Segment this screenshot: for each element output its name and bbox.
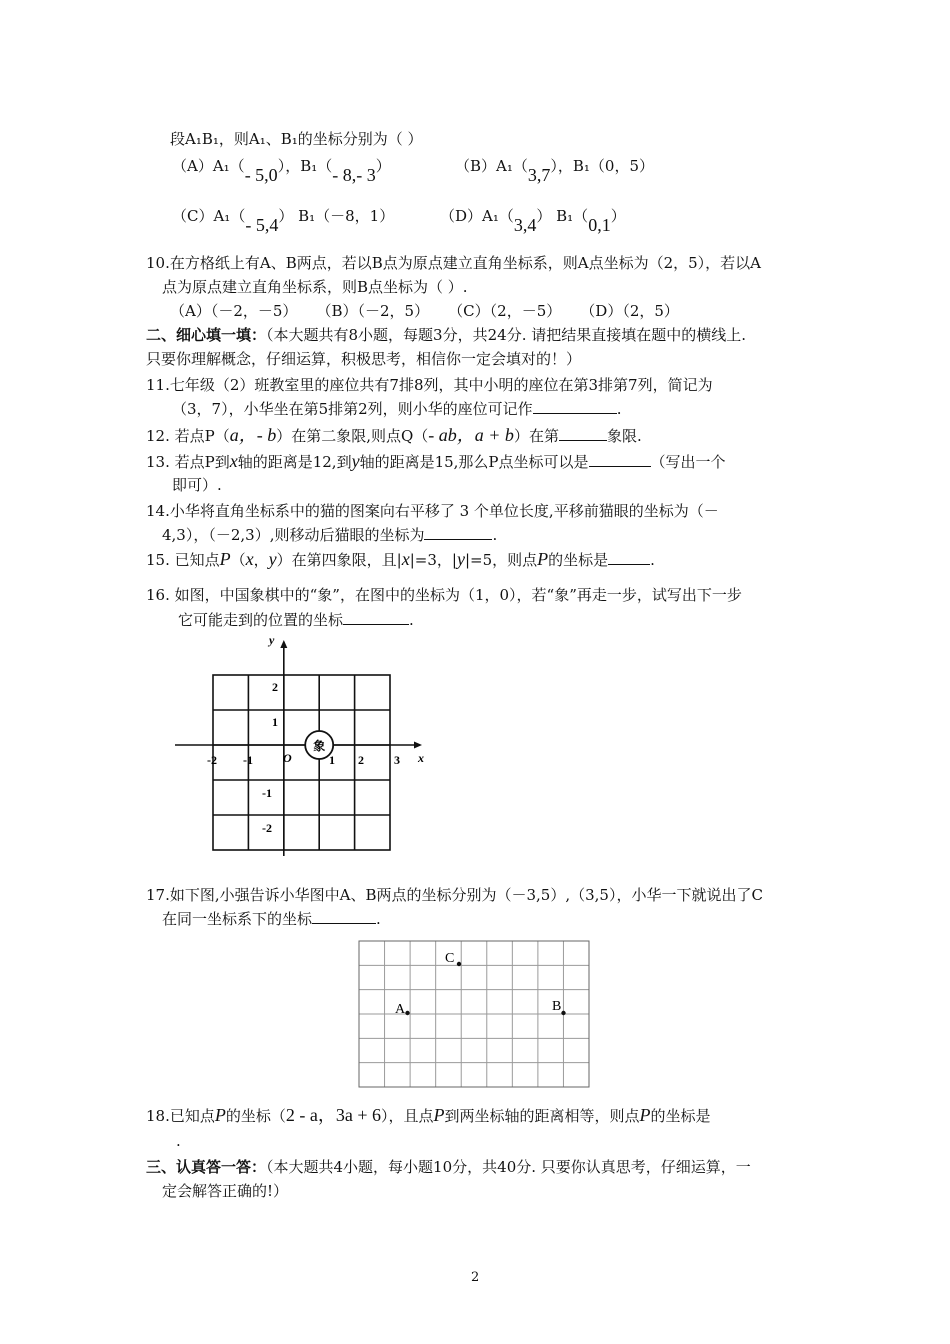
section2-intro-line1: （本大题共有8小题，每题3分，共24分. 请把结果直接填在题中的横线上. — [266, 326, 746, 344]
page-number: 2 — [471, 1270, 480, 1285]
q9-option-a-a1: - 5,0 — [244, 165, 278, 185]
point-c — [457, 962, 461, 966]
q9-option-d-a1: 3,4 — [513, 215, 537, 235]
q9-option-a-mid: ），B₁（ — [277, 157, 333, 175]
q9-option-d — [440, 202, 626, 235]
q15-x: x — [245, 549, 254, 569]
q11-answer-blank[interactable] — [533, 399, 617, 414]
q9-option-a-b1: - 8,- 3 — [332, 165, 376, 185]
q18-part1: 18.已知点 — [146, 1107, 215, 1125]
q10-line2: 点为原点建立直角坐标系，则B点坐标为（ ）. — [162, 278, 468, 296]
q15-part6: |=5，则点 — [464, 551, 538, 569]
q13-answer-blank[interactable] — [589, 452, 651, 467]
q10-line1: 10.在方格纸上有A、B两点，若以B点为原点建立直角坐标系，则A点坐标为（2，5），若以A — [146, 254, 761, 272]
q15-part8: . — [650, 551, 655, 569]
chess-coordinate-figure — [170, 630, 440, 862]
q9-option-c-label: （C）A₁（ — [172, 207, 246, 225]
q14-line2-end: . — [492, 526, 498, 544]
q16-line2-text: 它可能走到的位置的坐标 — [178, 611, 344, 629]
q9-option-a — [172, 152, 391, 185]
point-c-label: C — [445, 951, 455, 966]
point-b-label: B — [552, 999, 562, 1014]
q18-point-p: P — [214, 1105, 226, 1125]
q12-part1: 12. 若点P（ — [146, 427, 230, 445]
q9-option-d-end: ） — [610, 207, 626, 225]
chess-piece-label: 象 — [313, 739, 326, 753]
section2-header — [146, 324, 746, 347]
q13-line1 — [146, 448, 726, 475]
q15-part5: |=3，| — [409, 551, 457, 569]
q9-option-c — [172, 202, 395, 235]
q13-part4: （写出一个 — [650, 453, 726, 471]
q16-answer-blank[interactable] — [343, 610, 409, 625]
point-a-label: A — [395, 1002, 406, 1017]
q11-line2-text: （3，7），小华坐在第5排第2列，则小华的座位可记作 — [172, 400, 533, 418]
q15-point-p: P — [219, 549, 231, 569]
q17-answer-blank[interactable] — [312, 909, 376, 924]
q12-part3: ）在第 — [513, 427, 559, 445]
q17-line2-end: . — [376, 910, 381, 928]
y-tick-label: -1 — [262, 786, 272, 800]
q18-point-p-3: P — [639, 1105, 651, 1125]
q12-part4: 象限. — [606, 427, 642, 445]
q9-option-d-b1: 0,1 — [588, 215, 611, 235]
q18-part3: ），且点 — [381, 1107, 434, 1125]
section2-heading: 二、细心填一填： — [146, 326, 267, 344]
q12-point-p: a，- b — [229, 425, 277, 445]
q15-part7: 的坐标是 — [548, 551, 609, 569]
q18-line2: . — [176, 1132, 181, 1150]
q9-option-c-end: ） B₁（－8，1） — [278, 207, 395, 225]
q15-part3: ， — [253, 551, 269, 569]
q12 — [146, 422, 642, 449]
q11-line1: 11.七年级（2）班教室里的座位共有7排8列，其中小明的座位在第3排第7列，简记为 — [146, 376, 713, 394]
q15 — [146, 546, 655, 573]
q15-point-p-2: P — [537, 549, 549, 569]
y-tick-label: 2 — [272, 680, 278, 694]
q10-options: （A）（－2，－5） （B）（－2，5） （C）（2，－5） （D）（2，5） — [170, 302, 679, 320]
y-axis-label: y — [269, 633, 275, 647]
q14-line2-text: 4,3），（－2,3）,则移动后猫眼的坐标为 — [162, 526, 425, 544]
q9-option-a-end: ） — [375, 157, 391, 175]
q15-abs-x: x — [401, 549, 410, 569]
q14-answer-blank[interactable] — [424, 525, 492, 540]
q13-y: y — [351, 451, 360, 471]
q12-part2: ）在第二象限,则点Q（ — [276, 427, 429, 445]
q9-option-a-label: （A）A₁（ — [172, 157, 245, 175]
q18-point-p-2: P — [433, 1105, 445, 1125]
q9-option-b-label: （B）A₁（ — [455, 157, 528, 175]
q15-y: y — [268, 549, 277, 569]
q9-option-d-label: （D）A₁（ — [440, 207, 514, 225]
section3-heading: 三、认真答一答： — [146, 1158, 267, 1176]
q16-line2 — [178, 609, 414, 632]
section3-intro-line2: 定会解答正确的!） — [162, 1182, 289, 1200]
q14-line2 — [162, 524, 497, 547]
y-tick-label: -2 — [262, 821, 272, 835]
q9-option-b — [455, 152, 654, 185]
y-tick-label: 1 — [272, 715, 278, 729]
q14-line1: 14.小华将直角坐标系中的猫的图案向右平移了 3 个单位长度,平移前猫眼的坐标为（－ — [146, 502, 719, 520]
y-axis-arrow — [280, 640, 287, 648]
point-b — [561, 1011, 565, 1015]
grid-points-figure — [358, 940, 592, 1090]
q15-part2: （ — [230, 551, 246, 569]
section2-intro-line2: 只要你理解概念，仔细运算，积极思考，相信你一定会填对的！） — [146, 350, 582, 368]
q9-option-b-end: ），B₁（0，5） — [550, 157, 654, 175]
q9-option-b-a1: 3,7 — [527, 165, 551, 185]
q13-x: x — [229, 451, 238, 471]
q13-part1: 13. 若点P到 — [146, 453, 230, 471]
q12-answer-blank[interactable] — [559, 426, 607, 441]
q9-stem: 段A₁B₁，则A₁、B₁的坐标分别为（ ） — [170, 130, 423, 148]
section3-header — [146, 1156, 751, 1179]
q17-line1: 17.如下图,小强告诉小华图中A、B两点的坐标分别为（－3,5）,（3,5），小华一下就说出了C — [146, 886, 763, 904]
q16-line2-end: . — [409, 611, 414, 629]
q17-line2-text: 在同一坐标系下的坐标 — [162, 910, 313, 928]
x-tick-label: -2 — [207, 753, 217, 767]
q18-line1 — [146, 1102, 711, 1129]
q13-part3: 轴的距离是15,那么P点坐标可以是 — [359, 453, 589, 471]
q13-line2: 即可）. — [172, 476, 222, 494]
x-axis-arrow — [414, 742, 422, 749]
q9-option-c-a1: - 5,4 — [245, 215, 279, 235]
q15-abs-y: y — [456, 549, 465, 569]
q11-line2 — [172, 398, 621, 421]
q15-part4: ）在第四象限，且| — [276, 551, 402, 569]
q15-part1: 15. 已知点 — [146, 551, 220, 569]
q15-answer-blank[interactable] — [608, 550, 650, 565]
section3-intro-line1: （本大题共4小题，每小题10分，共40分. 只要你认真思考，仔细运算，一 — [266, 1158, 751, 1176]
x-tick-label: 3 — [394, 753, 400, 767]
q13-part2: 轴的距离是12,到 — [237, 453, 352, 471]
q18-part4: 到两坐标轴的距离相等，则点 — [444, 1107, 640, 1125]
q9-option-d-mid: ） B₁（ — [536, 207, 589, 225]
x-tick-label: 2 — [358, 753, 364, 767]
q11-line2-end: . — [616, 400, 622, 418]
x-tick-label: 1 — [329, 753, 335, 767]
x-axis-label: x — [418, 751, 424, 765]
x-tick-label: -1 — [243, 753, 253, 767]
q16-line1: 16. 如图，中国象棋中的“象”，在图中的坐标为（1，0），若“象”再走一步，试写出下一步 — [146, 586, 742, 604]
point-a — [405, 1011, 409, 1015]
q18-part5: 的坐标是 — [650, 1107, 711, 1125]
q12-point-q: - ab，a + b — [428, 425, 514, 445]
q18-part2: 的坐标（ — [225, 1107, 286, 1125]
q18-coordinates: 2 - a，3a + 6 — [285, 1105, 381, 1125]
origin-label: O — [283, 751, 292, 765]
q17-line2 — [162, 908, 381, 931]
